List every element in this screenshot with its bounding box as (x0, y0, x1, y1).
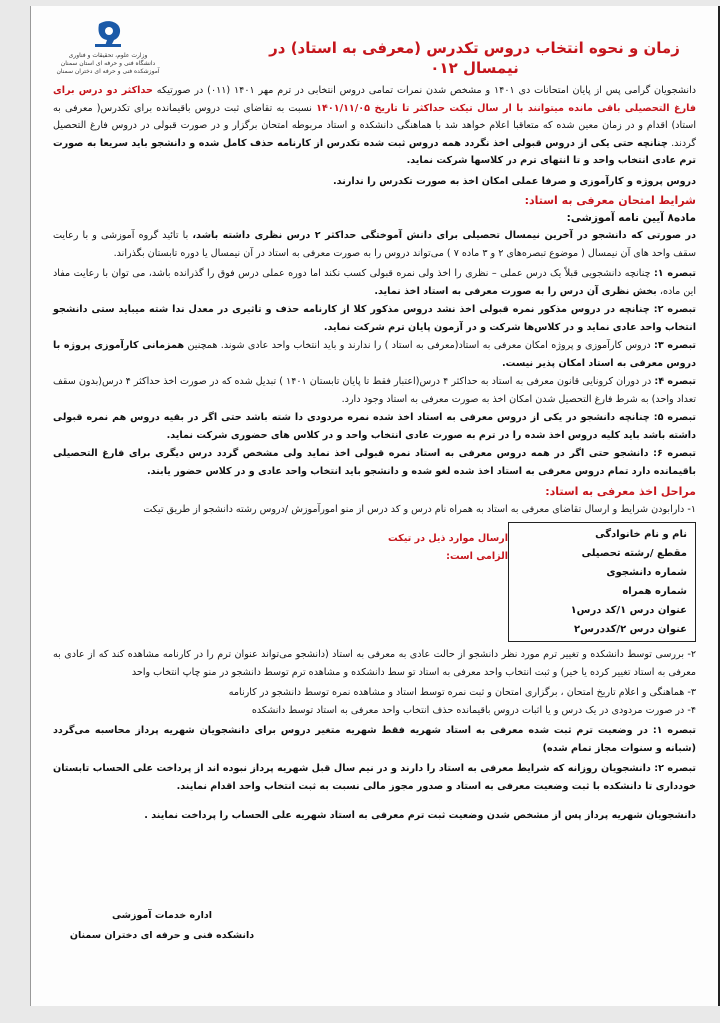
note-3-bold: همزمانی کارآموزی پروژه با دروس معرفی به استاد امکان پذیر نیست. (53, 340, 696, 369)
note-6 (53, 445, 696, 480)
required-item: مقطع /رشته تحصیلی (581, 548, 687, 559)
stages-title: مراحل اخذ معرفی به استاد: (545, 485, 696, 498)
stage-note-2-label: تبصره ۲: (654, 763, 696, 774)
intro-text-a: دانشجویان گرامی پس از پایان امتحانات دی ۱۴۰۱ و مشخص شدن نمرات تمامی دروس انتخابی در ترم مهر ۱۴۰۱ (۰۱۱) در صورتیکه (156, 85, 697, 96)
intro-deadline: حداکثر دو درس برای فارغ التحصیلی باقی مانده میتوانند با ار سال تیکت حداکثر تا تاریخ ۱۴۰۱/۱۱/۰۵ (53, 85, 696, 114)
intro-exclusion: دروس پروژه و کارآموزی و صرفا عملی امکان اخذ به صورت تکدرس را ندارند. (333, 175, 696, 187)
stage-note-1 (53, 722, 696, 757)
note-1-label: تبصره ۱: (653, 268, 696, 279)
note-5 (53, 409, 696, 444)
stage-note-2 (53, 760, 696, 795)
note-2 (53, 301, 696, 336)
intro-paragraph (53, 82, 696, 170)
document-title: زمان و نحوه انتخاب دروس تکدرس (معرفی به استاد) در نیمسال ۰۱۲ (269, 39, 680, 77)
stage-3: ۳- هماهنگی و اعلام تاریخ امتحان ، برگزاری امتحان و ثبت نمره توسط استاد و مشاهده نمره توسط دانشجو در کارنامه (228, 687, 696, 698)
note-2-text: چنانچه در دروس مذکور نمره قبولی اخذ نشد دروس مذکور کلا از کارنامه حذف و تاثیری در معدل ندا شته میباید ستی دانشجو انتخاب واحد عادی نماید و در کلاس‌ها شرکت و در آزمون پایان ترم شرکت نماید. (53, 304, 696, 333)
note-4-label: تبصره ۴: (654, 376, 696, 387)
article-heading: ماده۸ آیین نامه آموزشی: (566, 211, 696, 224)
stage-note-2-text: دانشجویان روزانه که شرایط معرفی به استاد را دارند و در نیم سال قبل شهریه پرداز نبوده اند از پرداخت علی الحساب تابستان خودداری تا دانشکده با ثبت وضعیت معرفی به استاد و صدور مجوز مالی نسبت به ثبت انتخاب واحد اقدام نمایند. (53, 763, 696, 792)
stage-4: ۴- در صورت مردودی در یک درس و یا اثبات دروس باقیمانده حذف انتخاب واحد معرفی به استاد توسط دانشکده (251, 704, 696, 716)
note-3-text: دروس کارآموزی و پروژه امکان معرفی به استاد(معرفی به استاد ) را ندارند و باید انتخاب واحد عادی شوند. همچنین (187, 340, 651, 351)
required-items-wrap (53, 518, 696, 646)
required-item: عنوان درس ۲/کددرس۲ (574, 624, 687, 635)
intro-warning: چنانچه حتی یکی از دروس قبولی اخذ نگردد همه دروس ثبت شده تکدرس از کارنامه حذف کامل شده و دانشجو باید سریعا به صورت ترم عادی انتخاب واحد و تا انتهای ترم در کلاسها شرکت نماید. (53, 137, 696, 166)
required-items-box (508, 522, 696, 642)
article-paragraph (53, 227, 696, 262)
stage-note-1-label: تبصره ۱: (652, 725, 696, 736)
note-5-label: تبصره ۵: (653, 412, 696, 423)
note-1-bold: بخش نظری آن درس را به صورت معرفی به استاد اخذ نماید. (374, 285, 657, 297)
signature-office: اداره خدمات آموزشی (112, 910, 212, 921)
required-item: شماره دانشجوی (606, 567, 687, 578)
note-6-text: دانشجو حتی اگر در همه دروس معرفی به استاد نمره قبولی اخذ نماید ولی مشخص گردد درس دیگری برای فارغ التحصیلی باقیمانده دارد تمام دروس معرفی به استاد اخذ شده لغو شده و دانشجو باید انتخاب واحد عادی و در کلاس حضور یابند. (53, 448, 696, 477)
note-5-text: چنانچه دانشجو در یکی از دروس معرفی به استاد اخذ شده نمره مردودی دا شته باشد حتی اگر در بقیه دروس هم نمره قبولی داشته باشد باید کلیه دروس اخذ شده را در ترم به صورت عادی انتخاب واحد و در کلاس های حضوری شرکت نماید. (53, 412, 696, 441)
required-item: نام و نام خانوادگی (595, 529, 687, 540)
document-header (53, 20, 696, 82)
university-logo (53, 20, 163, 76)
article-text: با تائید گروه آموزشی و با رعایت سقف واحد های آن نیمسال ( موضوع تبصره‌های ۲ و ۳ ماده ۷ ) می‌تواند دروس را به صورت معرفی به استاد در آن نیمسال یا دوره تابستان بگذراند. (53, 230, 696, 259)
final-note: دانشجویان شهریه پرداز پس از مشخص شدن وضعیت ثبت ترم معرفی به استاد شهریه علی الحساب را پرداخت نمایند . (144, 810, 696, 821)
logo-line-ministry: وزارت علوم، تحقیقات و فناوری (68, 52, 148, 59)
logo-line-university: دانشگاه فنی و حرفه ای استان سمنان (60, 60, 156, 67)
intro-text-b: نسبت به تقاضای ثبت دروس باقیمانده برای تکدرس( معرفی به استاد) اقدام و در زمان معین شده که متعاقبا اعلام خواهد شد با هماهنگی دانشکده و استاد مربوطه امتحان برگزار و در صورت قبولی در دروس فارغ التحصیل گردند. (53, 102, 696, 149)
note-3-label: تبصره ۳: (654, 340, 696, 351)
signature-faculty: دانشکده فنی و حرفه ای دختران سمنان (69, 930, 255, 941)
conditions-title: شرایط امتحان معرفی به استاد: (524, 194, 696, 207)
note-6-label: تبصره ۶: (653, 448, 696, 459)
note-2-label: تبصره ۲: (653, 304, 696, 315)
stage-1: ۱- دارابودن شرایط و ارسال تقاضای معرفی به استاد به همراه نام درس و کد درس از منو امورآموزش /دروس رشته دانشجو از طریق تیکت (143, 503, 696, 515)
document-page (30, 6, 720, 1006)
required-item: عنوان درس ۱/کد درس۱ (570, 605, 687, 616)
required-item: شماره همراه (622, 586, 687, 597)
note-4-text: در دوران کرونایی قانون معرفی به استاد به حداکثر ۴ درس(اعتبار فقط تا پایان تابستان ۱۴۰۱ ) تبدیل شده که در صورت اخذ حداکثر ۴ درس(بدون سقف تعداد واحد) به شرط فارغ التحصیل شدن امکان اخذ به صورت معرفی به استاد وجود دارد. (52, 376, 696, 405)
article-text-bold: در صورتی که دانشجو در آخرین نیمسال تحصیلی برای دانش آموختگی حداکثر ۲ درس نظری داشته باشد، (192, 230, 696, 241)
signature-block (57, 906, 267, 946)
stage-2: ۲- بررسی توسط دانشکده و تغییر ترم مورد نظر دانشجو از حالت عادی به معرفی به استاد (دانشجو می‌تواند عنوان ترم را در کارنامه مشاهده کند که از عادی به معرفی به استاد تغییر کرده یا خیر) و ثبت انتخاب واحد معرفی به استاد تو سط دانشکده و مشاهده ترم توسط دانشجو در منو چاپ انتخاب واحد (53, 649, 696, 678)
note-3 (53, 337, 696, 372)
university-emblem-icon (91, 20, 125, 50)
note-1 (53, 265, 696, 300)
logo-line-faculty: آموزشکده فنی و حرفه ای دختران سمنان (56, 68, 160, 75)
note-1-text: چنانچه دانشجویی قبلاً یک درس عملی – نظری را اخذ ولی نمره قبولی کسب نکند اما دوره عملی درس فوق را گذرانده باشد، می توان با رعایت مفاد این ماده، (53, 268, 696, 297)
required-items-label: ارسال موارد ذیل در تیکت الزامی است: (387, 533, 508, 562)
note-4 (53, 373, 696, 408)
stage-note-1-text: در وضعیت ترم ثبت شده معرفی به استاد شهریه فقط شهریه متغیر دروس برای دانشجویان شهریه پرداز محاسبه می‌گردد (شبانه و سنوات مجاز تمام شده) (53, 725, 696, 754)
